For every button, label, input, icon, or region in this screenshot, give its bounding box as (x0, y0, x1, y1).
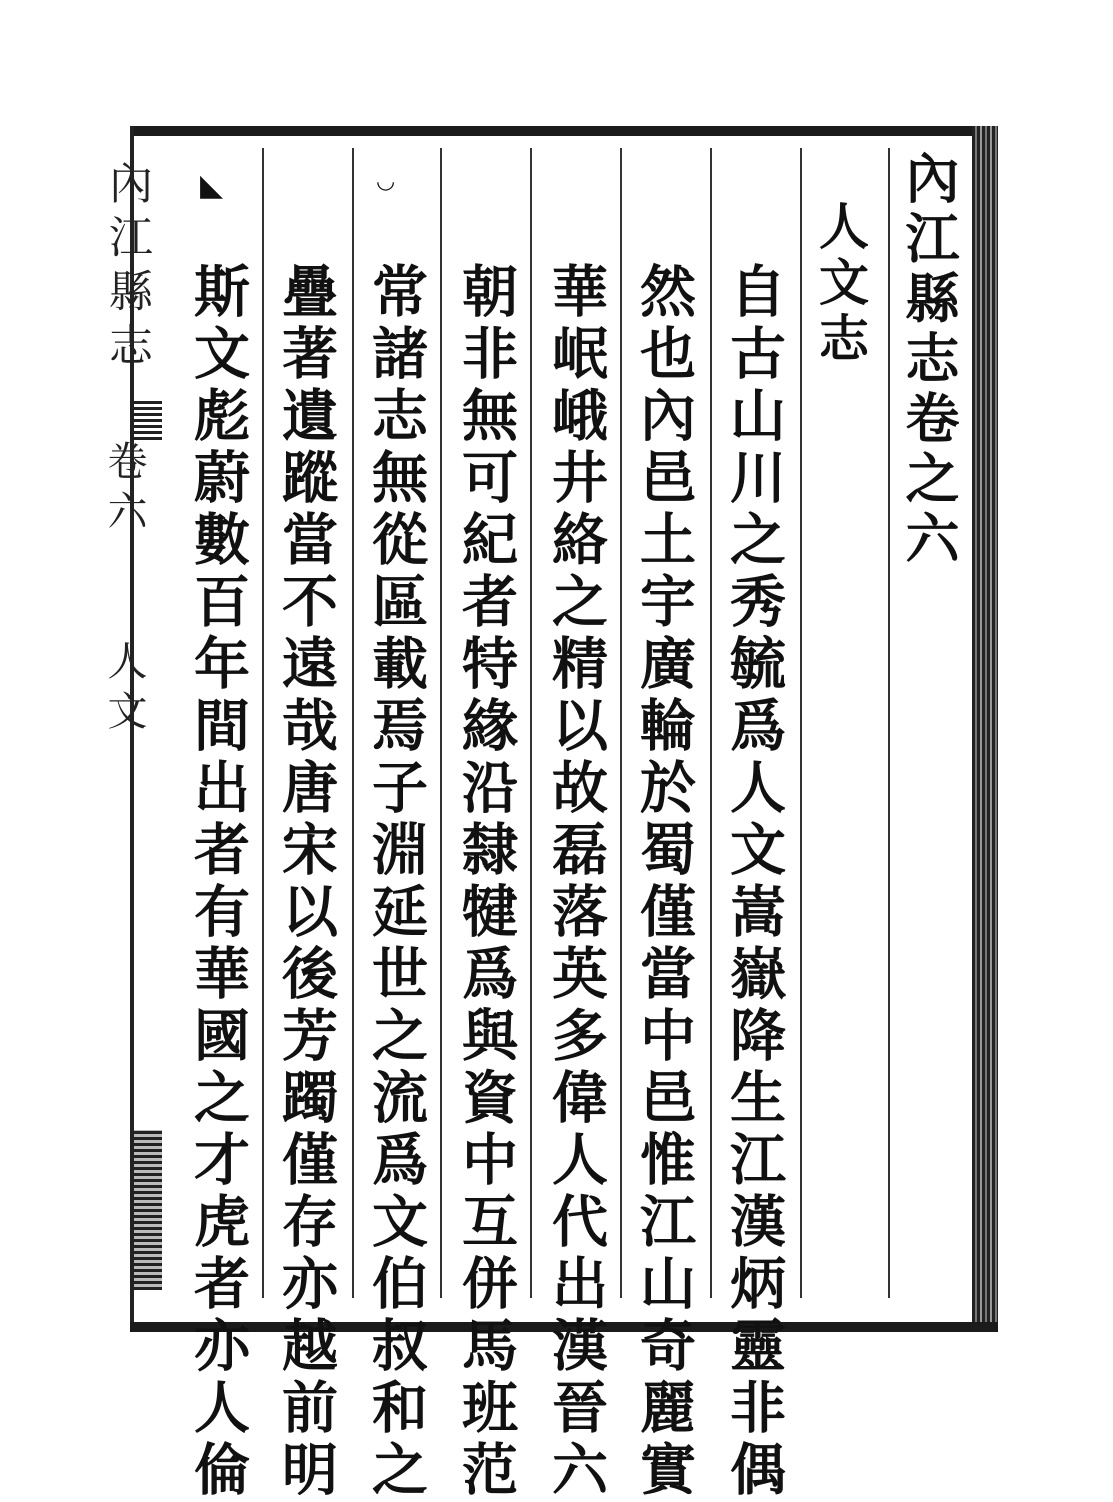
text-column-3: 華岷峨井絡之精以故磊落英多偉人代出漢晉六 (543, 262, 609, 1502)
column-rule (620, 148, 622, 1298)
fishtail-mark-lower (134, 1130, 162, 1290)
volume-title: 內江縣志卷之六 (897, 150, 961, 570)
section-heading: 人文志 (811, 200, 870, 368)
column-rule (888, 148, 890, 1298)
column-rule (262, 148, 264, 1298)
column-rule (710, 148, 712, 1298)
margin-label: 內江縣志 (101, 160, 152, 376)
punctuation-mark: ◣ (200, 168, 224, 203)
text-column-1: 自古山川之秀毓爲人文嵩嶽降生江漢炳靈非偶 (721, 262, 787, 1502)
margin-section: 人文 (101, 640, 147, 740)
column-rule (800, 148, 802, 1298)
text-column-5: 常諸志無從區載焉子淵延世之流爲文伯叔和之 (363, 262, 429, 1502)
page-frame-right-border (972, 126, 998, 1322)
column-rule (352, 148, 354, 1298)
text-column-7: 斯文彪蔚數百年間出者有華國之才虎者亦人倫 (185, 262, 251, 1502)
text-column-6: 疊著遺蹤當不遠哉唐宋以後芳躅僅存亦越前明 (273, 262, 339, 1502)
text-column-2: 然也內邑土宇廣輪於蜀僅當中邑惟江山奇麗實 (631, 262, 697, 1502)
text-column-4: 朝非無可紀者特緣沿隸犍爲與資中互併馬班范 (453, 262, 519, 1502)
column-rule (440, 148, 442, 1298)
fishtail-mark (134, 400, 162, 440)
column-rule (530, 148, 532, 1298)
punctuation-mark: ◡ (376, 168, 396, 194)
margin-volume: 卷六 (101, 440, 147, 540)
